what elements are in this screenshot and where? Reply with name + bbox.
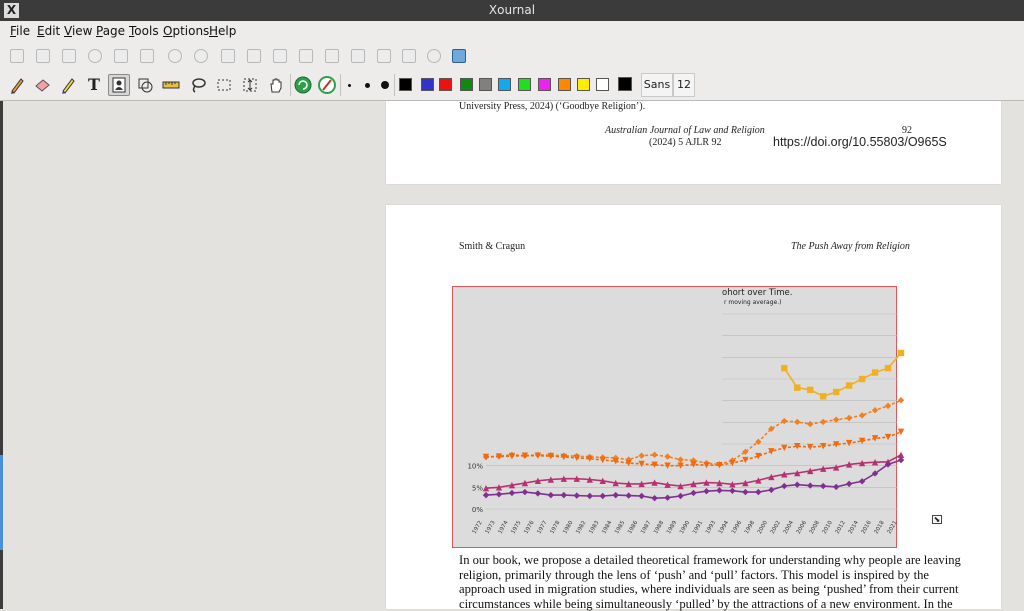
data-point — [833, 484, 839, 490]
undo-icon[interactable] — [166, 47, 184, 65]
chart-crop-mask — [453, 287, 723, 323]
x-tick-label: 2014 — [847, 520, 860, 536]
lasso-select-icon[interactable] — [187, 74, 209, 96]
zoom-search-icon-2[interactable] — [425, 47, 443, 65]
shape-recognizer-icon[interactable] — [134, 74, 156, 96]
data-point — [496, 491, 502, 497]
running-header-right: The Push Away from Religion — [791, 241, 910, 252]
color-orange-swatch[interactable] — [558, 78, 571, 91]
zoom-out-icon[interactable] — [375, 47, 393, 65]
data-point — [833, 417, 839, 423]
x-tick-label: 1990 — [679, 520, 692, 536]
data-point — [522, 489, 528, 495]
series-group — [483, 429, 904, 469]
x-tick-label: 1998 — [743, 520, 757, 536]
data-point — [833, 389, 839, 395]
data-point — [872, 407, 878, 413]
data-point — [600, 493, 606, 499]
highlighter-icon[interactable] — [57, 74, 79, 96]
chart-title: ohort over Time. — [722, 288, 793, 298]
x-tick-label: 1987 — [640, 520, 653, 536]
data-point — [807, 421, 813, 427]
body-line: circumstances while being simultaneously ‘pulled’ by the attractions of a new environment. In the — [459, 596, 953, 611]
data-point — [509, 453, 515, 459]
data-point — [703, 462, 709, 468]
data-point — [574, 492, 580, 498]
body-line: In our book, we propose a detailed theoretical framework for understanding why people are leaving — [459, 553, 961, 567]
data-point — [755, 489, 761, 495]
x-tick-label: 1973 — [484, 520, 497, 536]
data-point — [781, 365, 787, 371]
color-gray-swatch[interactable] — [479, 78, 492, 91]
data-point — [664, 453, 670, 459]
paste-icon[interactable] — [138, 47, 156, 65]
zoom-in-icon[interactable] — [349, 47, 367, 65]
x-tick-label: 1975 — [510, 520, 523, 536]
color-magenta-swatch[interactable] — [538, 78, 551, 91]
menu-view[interactable]: View — [64, 24, 93, 38]
data-point — [716, 487, 722, 493]
x-tick-label: 1983 — [588, 520, 601, 536]
x-tick-label: 1989 — [666, 520, 679, 536]
color-black-swatch[interactable] — [399, 78, 412, 91]
series-line — [784, 353, 901, 396]
x-tick-label: 1976 — [523, 520, 536, 536]
y-tick-label: 10% — [467, 462, 483, 471]
doi-link[interactable]: https://doi.org/10.55803/O965S — [773, 135, 947, 149]
text-tool-icon[interactable]: T — [88, 75, 100, 94]
color-blue-swatch[interactable] — [421, 78, 434, 91]
data-point — [820, 419, 826, 425]
data-point — [859, 376, 865, 382]
x-tick-label: 1984 — [601, 520, 614, 536]
color-yellow-swatch[interactable] — [577, 78, 590, 91]
x-tick-label: 1982 — [575, 520, 588, 536]
data-point — [859, 478, 865, 484]
eraser-icon[interactable] — [31, 74, 53, 96]
data-point — [846, 481, 852, 487]
data-point — [820, 483, 826, 489]
x-tick-label: 2012 — [834, 520, 847, 536]
series-group — [483, 397, 904, 468]
pen-icon[interactable] — [6, 74, 28, 96]
x-tick-label: 1972 — [471, 520, 484, 536]
y-tick-label: 5% — [471, 484, 483, 493]
x-tick-label: 1991 — [692, 520, 705, 536]
x-tick-label: 1996 — [730, 520, 744, 536]
running-header-left: Smith & Cragun — [459, 241, 526, 252]
x-tick-label: 2002 — [769, 520, 783, 536]
data-point — [768, 487, 774, 493]
font-name-button[interactable]: Sans — [641, 73, 673, 97]
data-point — [872, 369, 878, 375]
tools-toolbar — [0, 70, 1024, 101]
color-red-swatch[interactable] — [439, 78, 452, 91]
data-point — [846, 440, 852, 446]
x-tick-label: 1985 — [614, 520, 627, 536]
plot-area — [483, 350, 904, 502]
menu-page[interactable]: Page — [96, 24, 126, 38]
first-page-icon[interactable] — [219, 47, 237, 65]
image-tool-icon[interactable] — [108, 74, 130, 96]
last-page-icon[interactable] — [297, 47, 315, 65]
x-tick-label: 2018 — [873, 520, 886, 536]
rect-select-icon[interactable] — [213, 74, 235, 96]
body-line: approach used in migration studies, where individuals are seen as being ‘pushed’ from their current — [459, 582, 959, 597]
previous-page-icon[interactable] — [245, 47, 263, 65]
page-number: 92 — [902, 125, 912, 136]
menu-edit[interactable]: Edit — [37, 24, 61, 38]
window-title: Xournal — [488, 3, 536, 17]
x-tick-label: 1994 — [717, 520, 731, 536]
x-tick-label: 2010 — [821, 520, 834, 536]
data-point — [651, 495, 657, 501]
data-point — [885, 365, 891, 371]
data-point — [587, 493, 593, 499]
x-tick-label: 2021 — [886, 520, 899, 536]
x-tick-label: 1988 — [653, 520, 666, 536]
data-point — [794, 419, 800, 425]
thickness-medium-icon[interactable] — [365, 83, 370, 88]
data-point — [548, 492, 554, 498]
body-paragraph — [459, 553, 961, 611]
body-line: religion, primarily through the lens of ‘push’ and ‘pull’ factors. This model is inspired by the — [459, 567, 929, 582]
default-pen-icon[interactable] — [292, 74, 314, 96]
x-tick-label: 2006 — [795, 520, 808, 536]
x-tick-label: 1986 — [627, 520, 640, 536]
data-point — [664, 495, 670, 501]
data-point — [561, 492, 567, 498]
chart-subtitle: r moving average.) — [724, 299, 782, 306]
data-point — [535, 490, 541, 496]
cut-icon[interactable] — [86, 47, 104, 65]
save-icon[interactable] — [8, 47, 26, 65]
menu-file[interactable]: File — [10, 24, 31, 38]
journal-name: Australian Journal of Law and Religion — [605, 125, 765, 136]
data-point — [612, 492, 618, 498]
data-point — [885, 434, 891, 440]
data-point — [483, 492, 489, 498]
data-point — [638, 493, 644, 499]
x-tick-label: 2004 — [782, 520, 795, 536]
ruler-icon[interactable] — [160, 74, 182, 96]
new-page-before-icon[interactable] — [34, 47, 52, 65]
new-page-after-icon[interactable] — [60, 47, 78, 65]
citation-line: University Press, 2024) (‘Goodbye Religion’). — [459, 101, 646, 112]
app-icon: X — [4, 3, 19, 18]
data-point — [898, 350, 904, 356]
data-point — [781, 445, 787, 451]
zoom-fit-icon[interactable] — [323, 47, 341, 65]
y-axis — [467, 463, 483, 514]
data-point — [703, 488, 709, 494]
menu-tools[interactable]: Tools — [129, 24, 159, 38]
color-green-swatch[interactable] — [460, 78, 473, 91]
left-edge-accent — [0, 455, 3, 550]
x-tick-label: 1993 — [704, 520, 718, 536]
zoom-search-icon[interactable] — [400, 47, 418, 65]
data-point — [846, 415, 852, 421]
data-point — [781, 483, 787, 489]
x-axis — [472, 520, 899, 536]
data-point — [729, 488, 735, 494]
copy-icon[interactable] — [112, 47, 130, 65]
current-color-swatch[interactable] — [618, 77, 632, 91]
data-point — [600, 457, 606, 463]
data-point — [846, 382, 852, 388]
hand-tool-icon[interactable] — [265, 74, 287, 96]
data-point — [651, 452, 657, 458]
next-page-icon[interactable] — [271, 47, 289, 65]
color-lightgreen-swatch[interactable] — [518, 78, 531, 91]
redo-icon[interactable] — [192, 47, 210, 65]
data-point — [690, 490, 696, 496]
data-point — [820, 393, 826, 399]
color-white-swatch[interactable] — [596, 78, 609, 91]
y-tick-label: 0% — [471, 506, 483, 514]
x-tick-label: 1974 — [497, 520, 510, 536]
volume-citation: (2024) 5 AJLR 92 — [649, 137, 722, 148]
x-tick-label: 1978 — [549, 520, 562, 536]
data-point — [509, 490, 515, 496]
resize-handle-icon[interactable]: ⬊ — [933, 515, 941, 524]
x-tick-label: 2008 — [808, 520, 821, 536]
data-point — [625, 492, 631, 498]
title-bar — [0, 0, 1024, 21]
fullscreen-icon[interactable] — [450, 47, 468, 65]
x-tick-label: 1977 — [536, 520, 549, 536]
color-lightblue-swatch[interactable] — [498, 78, 511, 91]
data-point — [638, 461, 644, 467]
data-point — [638, 453, 644, 459]
menu-bar — [0, 21, 1024, 42]
main-toolbar — [0, 42, 1024, 71]
data-point — [742, 489, 748, 495]
default-tool-icon[interactable] — [316, 74, 338, 96]
data-point — [794, 482, 800, 488]
data-point — [885, 403, 891, 409]
data-point — [807, 482, 813, 488]
data-point — [677, 493, 683, 499]
x-tick-label: 2000 — [756, 520, 770, 536]
vertical-space-icon[interactable] — [239, 74, 261, 96]
thickness-fine-icon[interactable] — [348, 84, 351, 87]
data-point — [859, 412, 865, 418]
font-size-field[interactable]: 12 — [673, 73, 695, 97]
data-point — [807, 387, 813, 393]
thickness-thick-icon[interactable] — [381, 81, 389, 89]
data-point — [729, 460, 735, 466]
line-chart — [452, 286, 897, 548]
x-tick-label: 2016 — [860, 520, 873, 536]
menu-help[interactable]: Help — [209, 24, 237, 38]
x-tick-label: 1980 — [562, 520, 575, 536]
data-point — [574, 455, 580, 461]
data-point — [677, 456, 683, 462]
data-point — [794, 384, 800, 390]
menu-options[interactable]: Options — [163, 24, 210, 38]
